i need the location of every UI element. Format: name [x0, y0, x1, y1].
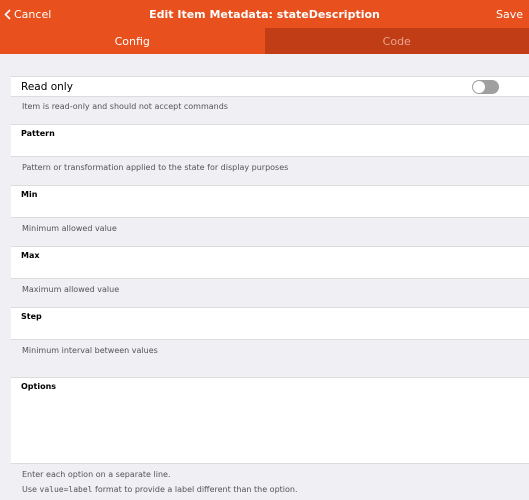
readonly-row — [11, 76, 529, 97]
step-input[interactable] — [11, 308, 529, 339]
max-field-row — [11, 246, 529, 279]
readonly-hint: Item is read-only and should not accept commands — [22, 102, 228, 111]
min-input[interactable] — [11, 186, 529, 217]
options-hint-line1: Enter each option on a separate line. — [22, 470, 171, 479]
step-label: Step — [21, 312, 42, 321]
step-field-row — [11, 307, 529, 340]
options-label: Options — [21, 382, 57, 391]
tab-code[interactable]: Code — [265, 28, 529, 54]
options-hint-code: value=label — [39, 485, 93, 494]
readonly-toggle[interactable] — [472, 80, 499, 94]
navbar — [0, 0, 529, 28]
metadata-form — [0, 54, 529, 500]
pattern-label: Pattern — [21, 129, 55, 138]
readonly-label: Read only — [21, 80, 73, 93]
tab-bar — [0, 28, 529, 54]
min-field-row — [11, 185, 529, 218]
max-label: Max — [21, 251, 40, 260]
max-input[interactable] — [11, 247, 529, 278]
pattern-hint: Pattern or transformation applied to the state for display purposes — [22, 163, 289, 172]
pattern-input[interactable] — [11, 125, 529, 156]
options-hint-pre: Use — [22, 485, 40, 494]
save-button[interactable]: Save — [495, 7, 523, 21]
options-field-row — [11, 377, 529, 464]
cancel-label: Cancel — [14, 7, 52, 21]
step-hint: Minimum interval between values — [22, 346, 158, 355]
min-label: Min — [21, 190, 38, 199]
min-hint: Minimum allowed value — [22, 224, 117, 233]
tab-config[interactable]: Config — [0, 28, 265, 54]
options-hint-post: format to provide a label different than the option. — [92, 485, 298, 494]
max-hint: Maximum allowed value — [22, 285, 120, 294]
options-hint-line2 — [22, 485, 298, 494]
cancel-button[interactable] — [4, 8, 51, 21]
options-textarea[interactable] — [11, 378, 529, 463]
chevron-left-icon — [4, 9, 11, 20]
page-title: Edit Item Metadata: stateDescription — [149, 7, 380, 21]
pattern-field-row — [11, 124, 529, 157]
